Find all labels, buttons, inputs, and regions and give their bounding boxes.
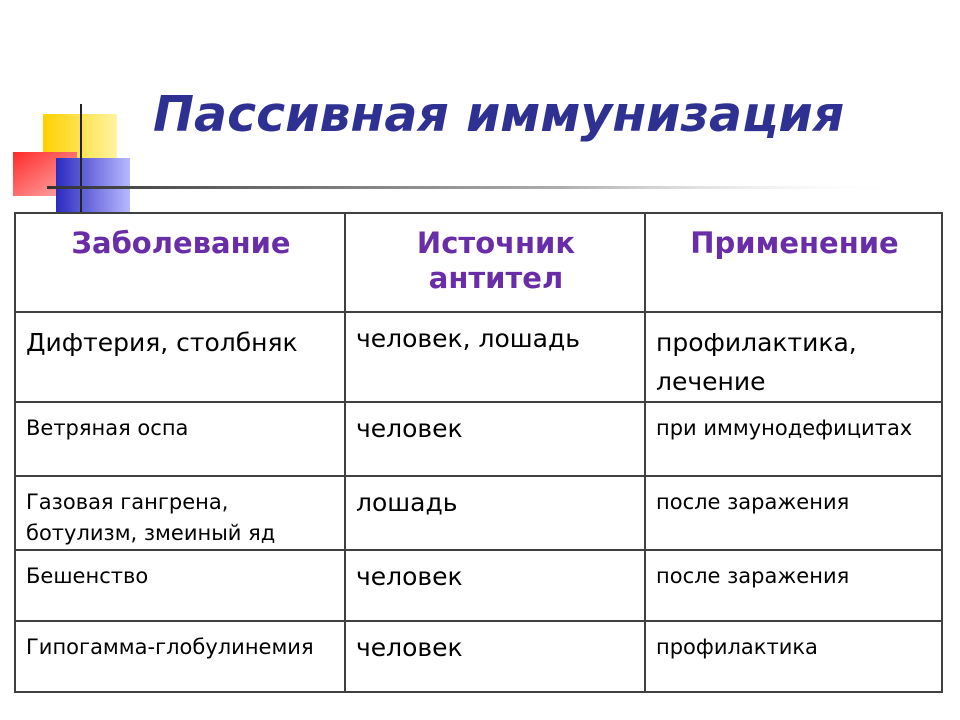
table-header-row [15,213,942,312]
application-cell: при иммунодефицитах [645,402,942,476]
application-cell: после заражения [645,476,942,550]
application-cell: после заражения [645,550,942,621]
source-cell: человек [345,621,645,692]
table-row [15,550,942,621]
table-row [15,402,942,476]
table-row [15,621,942,692]
disease-cell: Бешенство [15,550,345,621]
table-row [15,312,942,402]
header-source: Источник антител [345,213,645,312]
source-cell: человек, лошадь [345,312,645,402]
disease-cell: Гипогамма-глобулинемия [15,621,345,692]
source-cell: человек [345,550,645,621]
deco-horizontal-line [47,186,907,189]
source-cell: человек [345,402,645,476]
header-application: Применение [645,213,942,312]
disease-cell: Газовая гангрена, ботулизм, змеиный яд [15,476,345,550]
header-disease: Заболевание [15,213,345,312]
application-cell: профилактика [645,621,942,692]
source-cell: лошадь [345,476,645,550]
disease-cell: Ветряная оспа [15,402,345,476]
application-cell: профилактика, лечение [645,312,942,402]
page-title: Пассивная иммунизация [153,86,845,143]
disease-cell: Дифтерия, столбняк [15,312,345,402]
immunization-table [14,212,943,693]
table-row [15,476,942,550]
